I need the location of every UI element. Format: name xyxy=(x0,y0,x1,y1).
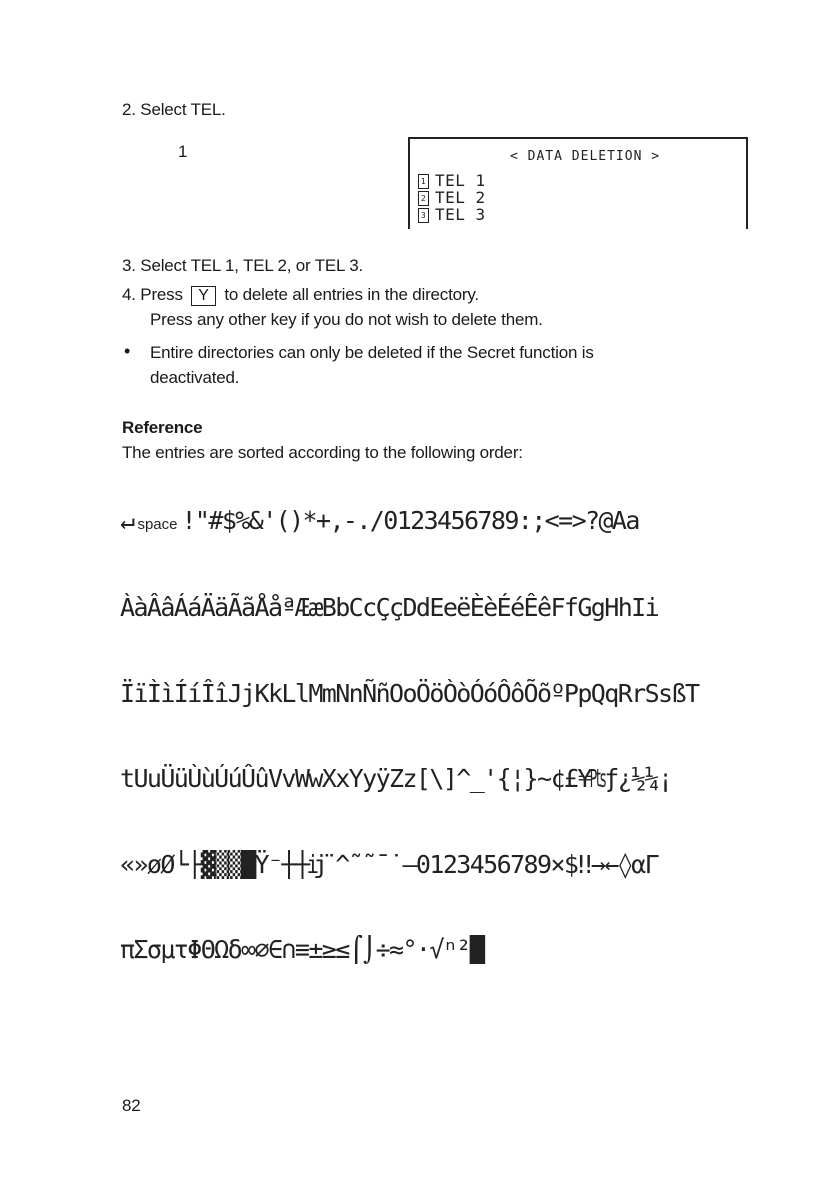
charset-row-5: «»øØ└├▓▒▒█Ÿ⁻┼┼ĳ¨^˜˜¯˙–0123456789×$‼→←◊αΓ xyxy=(120,850,659,879)
charset-row-6: πΣσμτΦΘΩδ∞∅∈∩≡±≥≤⌠⌡÷≈°·√ⁿ²█ xyxy=(120,935,484,964)
enter-icon: ↵ xyxy=(120,506,134,535)
charset-row-4: tUuÜüÙùÚúÛûVvWwXxYyÿZz[\]^_'{¦}~¢£¥₧ƒ¿½¼¡ xyxy=(120,764,672,793)
step-2-text: 2. Select TEL. xyxy=(122,100,226,119)
y-key-icon: Y xyxy=(191,286,215,306)
charset-row-1 xyxy=(120,506,760,535)
lcd-row-number: 3 xyxy=(418,208,429,223)
step-4-suffix: to delete all entries in the directory. xyxy=(224,285,479,304)
reference-text: The entries are sorted according to the following order: xyxy=(122,443,523,462)
lcd-title: < DATA DELETION > xyxy=(510,149,661,164)
lcd-display xyxy=(408,137,748,229)
lcd-row-tel-1 xyxy=(418,172,486,189)
bullet-line-1: Entire directories can only be deleted if the Secret function is xyxy=(150,343,594,362)
lcd-row-number: 2 xyxy=(418,191,429,206)
charset-row-3: ÏïÌìÍíÎîJjKkLlMmNnÑñOoÖöÒòÓóÔôÕõºPpQqRrSsßT xyxy=(120,679,699,708)
charset-row-1-chars: !"#$%&'()*+,-./0123456789:;<=>?@Aa xyxy=(181,506,639,535)
page-number: 82 xyxy=(122,1096,141,1115)
screen-number: 1 xyxy=(178,142,188,161)
step-4-line-1 xyxy=(122,284,479,306)
space-label: space xyxy=(137,516,178,533)
bullet-line-2: deactivated. xyxy=(150,368,240,387)
lcd-row-tel-3 xyxy=(418,206,486,223)
bullet-icon: • xyxy=(124,341,131,361)
step-3-text: 3. Select TEL 1, TEL 2, or TEL 3. xyxy=(122,256,363,275)
step-4-prefix: 4. Press xyxy=(122,285,183,304)
lcd-row-label: TEL 1 xyxy=(435,171,486,190)
reference-heading: Reference xyxy=(122,418,203,437)
lcd-row-label: TEL 3 xyxy=(435,205,486,224)
step-4-line-2: Press any other key if you do not wish to delete them. xyxy=(150,310,543,329)
lcd-row-number: 1 xyxy=(418,174,429,189)
lcd-row-label: TEL 2 xyxy=(435,188,486,207)
lcd-row-tel-2 xyxy=(418,189,486,206)
charset-row-2: ÀàÂâÁáÄäÃãÅåªÆæBbCcÇçDdEeëÈèÉéÊêFfGgHhIi xyxy=(120,593,659,622)
